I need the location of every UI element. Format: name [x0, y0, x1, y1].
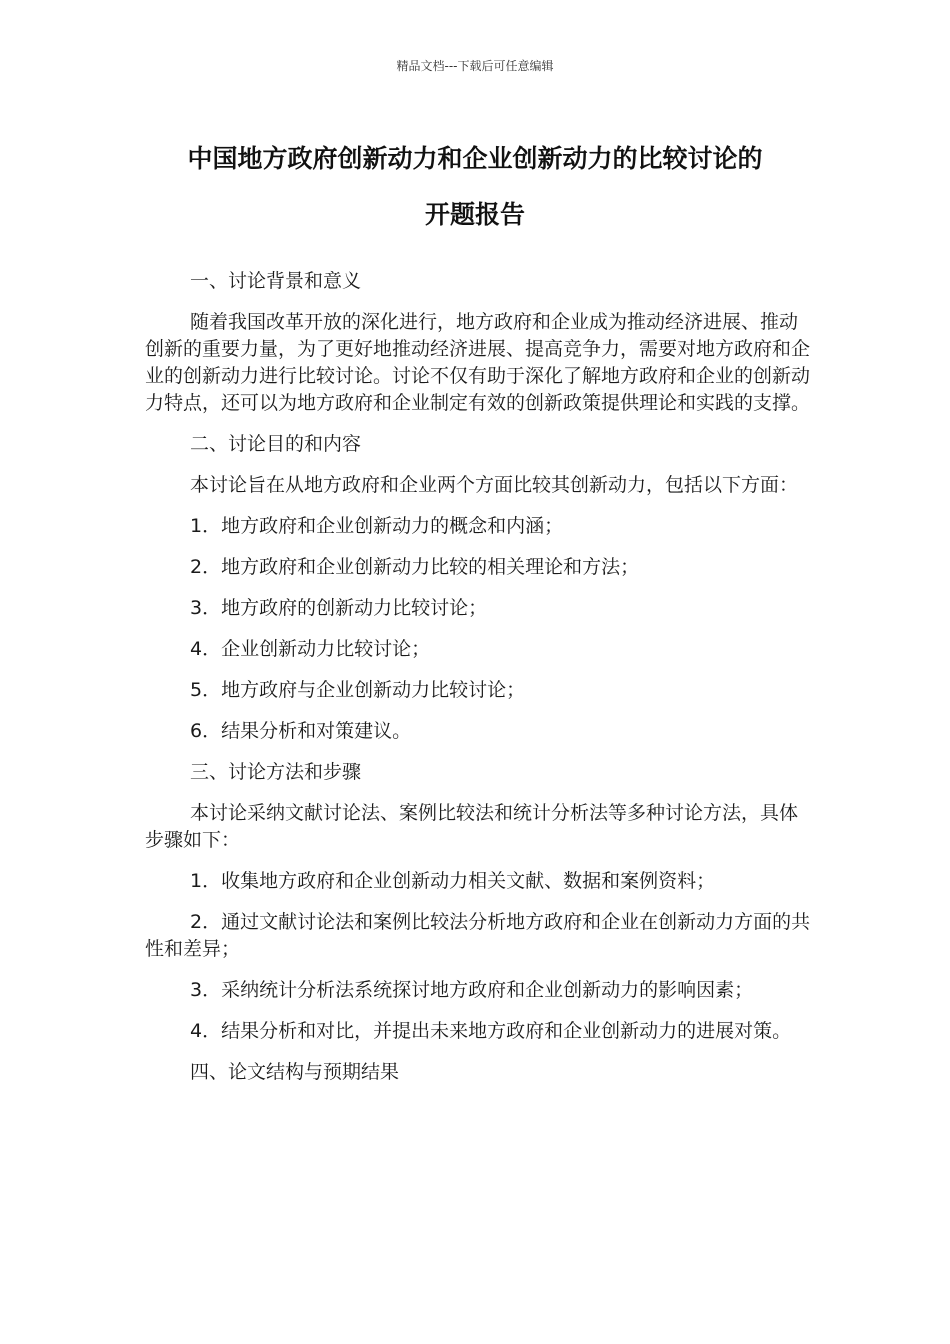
document-title-line-1: 中国地方政府创新动力和企业创新动力的比较讨论的 — [187, 144, 763, 173]
section-heading-structure: 四、论文结构与预期结果 — [190, 1061, 400, 1083]
list-item: 4．企业创新动力比较讨论； — [190, 638, 431, 660]
list-item: 2．通过文献讨论法和案例比较法分析地方政府和企业在创新动力方面的共性和差异； — [145, 911, 811, 960]
list-item: 5．地方政府与企业创新动力比较讨论； — [190, 679, 526, 701]
document-body — [145, 268, 811, 1100]
paragraph-background: 随着我国改革开放的深化进行，地方政府和企业成为推动经济进展、推动创新的重要力量，为了更好地推动经济进展、提高竞争力，需要对地方政府和企业的创新动力进行比较讨论。讨论不仅有助于深化了解地方政府和企业的创新动力特点，还可以为地方政府和企业制定有效的创新政策提供理论和实践的支撑。 — [145, 311, 811, 414]
list-item: 2．地方政府和企业创新动力比较的相关理论和方法； — [190, 556, 640, 578]
list-item: 3．地方政府的创新动力比较讨论； — [190, 597, 488, 619]
list-item: 6．结果分析和对策建议。 — [190, 720, 412, 742]
list-item: 1．收集地方政府和企业创新动力相关文献、数据和案例资料； — [190, 870, 716, 892]
list-item: 3．采纳统计分析法系统探讨地方政府和企业创新动力的影响因素； — [190, 979, 754, 1001]
section-heading-background: 一、讨论背景和意义 — [190, 270, 362, 292]
paragraph-purpose: 本讨论旨在从地方政府和企业两个方面比较其创新动力，包括以下方面： — [190, 474, 799, 496]
paragraph-methods: 本讨论采纳文献讨论法、案例比较法和统计分析法等多种讨论方法，具体步骤如下： — [145, 802, 799, 851]
page-header-note: 精品文档---下载后可任意编辑 — [396, 59, 554, 73]
list-item: 1．地方政府和企业创新动力的概念和内涵； — [190, 515, 564, 537]
list-item: 4．结果分析和对比，并提出未来地方政府和企业创新动力的进展对策。 — [190, 1020, 792, 1042]
section-heading-methods: 三、讨论方法和步骤 — [190, 761, 362, 783]
section-heading-purpose: 二、讨论目的和内容 — [190, 433, 362, 455]
document-title-line-2: 开题报告 — [424, 200, 525, 229]
